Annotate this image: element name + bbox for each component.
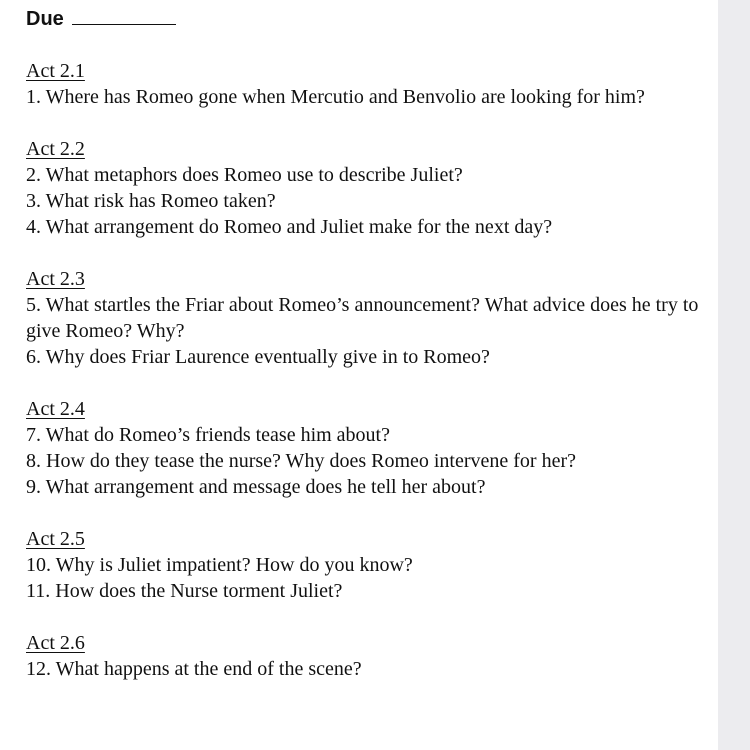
worksheet <box>26 6 706 708</box>
question: 9. What arrangement and message does he tell her about? <box>26 476 486 498</box>
section-act-2-5 <box>26 526 706 604</box>
question: 1. Where has Romeo gone when Mercutio and Benvolio are looking for him? <box>26 86 645 108</box>
section-heading: Act 2.3 <box>26 268 85 290</box>
due-blank-field <box>72 6 176 25</box>
section-act-2-6 <box>26 630 706 682</box>
page-margin-background <box>718 0 750 750</box>
section-act-2-3 <box>26 266 706 370</box>
question: 4. What arrangement do Romeo and Juliet make for the next day? <box>26 216 553 238</box>
section-heading: Act 2.1 <box>26 60 85 82</box>
section-heading: Act 2.5 <box>26 528 85 550</box>
section-heading: Act 2.6 <box>26 632 85 654</box>
due-line <box>26 6 706 32</box>
section-act-2-4 <box>26 396 706 500</box>
question: 10. Why is Juliet impatient? How do you know? <box>26 554 413 576</box>
question: 8. How do they tease the nurse? Why does Romeo intervene for her? <box>26 450 577 472</box>
section-act-2-2 <box>26 136 706 240</box>
cropped-top-line <box>0 0 718 4</box>
question: 7. What do Romeo’s friends tease him about? <box>26 424 390 446</box>
section-heading: Act 2.2 <box>26 138 85 160</box>
question: 12. What happens at the end of the scene? <box>26 658 362 680</box>
due-label: Due <box>26 8 64 30</box>
section-heading: Act 2.4 <box>26 398 85 420</box>
question: 6. Why does Friar Laurence eventually give in to Romeo? <box>26 346 490 368</box>
question: 5. What startles the Friar about Romeo’s announcement? What advice does he try to give Romeo? Why? <box>26 294 699 342</box>
question: 2. What metaphors does Romeo use to describe Juliet? <box>26 164 463 186</box>
question: 11. How does the Nurse torment Juliet? <box>26 580 343 602</box>
question: 3. What risk has Romeo taken? <box>26 190 276 212</box>
section-act-2-1 <box>26 58 706 110</box>
